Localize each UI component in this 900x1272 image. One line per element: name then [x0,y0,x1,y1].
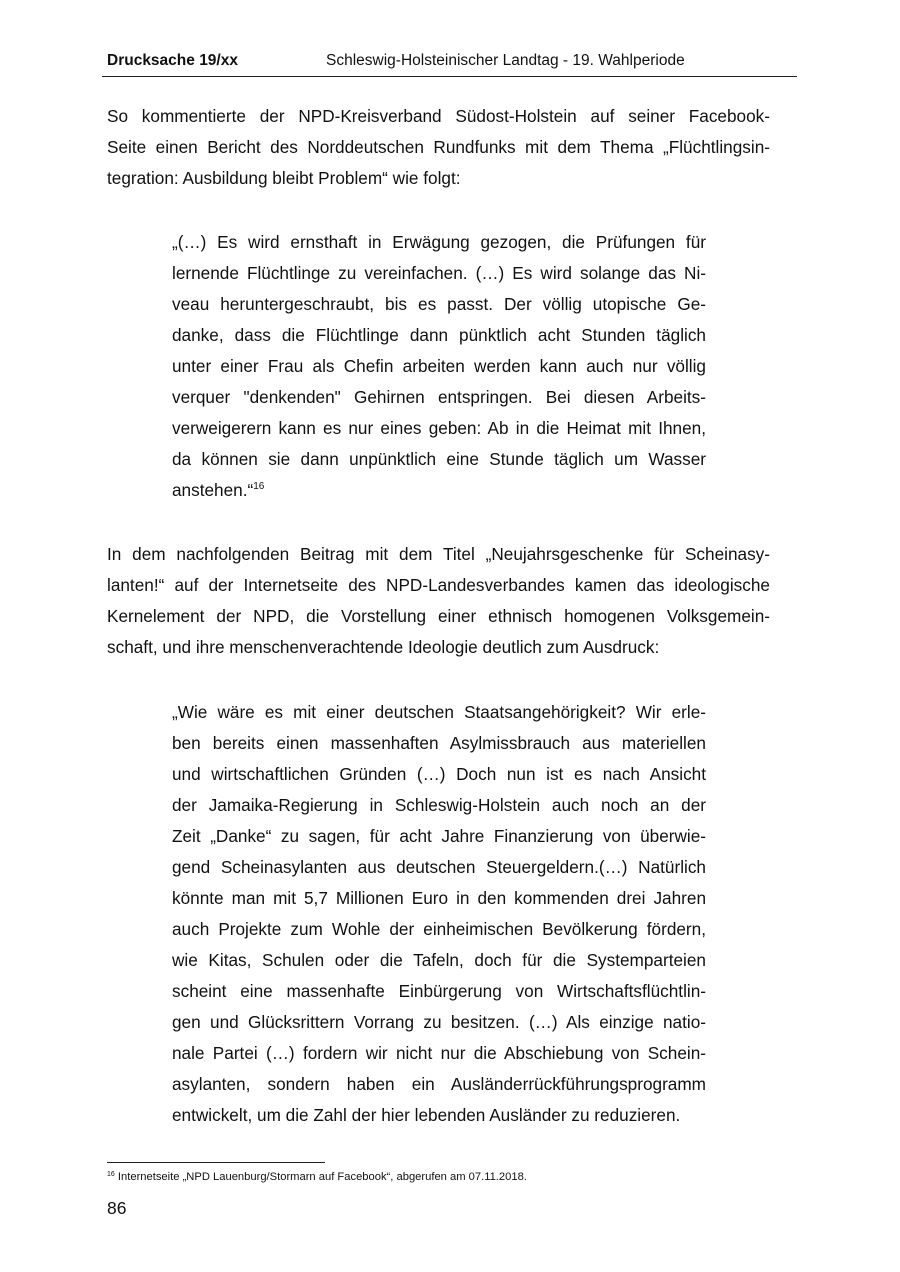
footnote [107,1170,527,1184]
text-line: lanten!“ auf der Internetseite des NPD-Landesverbandes kamen das ideologische [107,575,770,595]
quote-line: entwickelt, um die Zahl der hier lebenden Ausländer zu reduzieren. [172,1105,681,1125]
quote-line: „(…) Es wird ernsthaft in Erwägung gezogen, die Prüfungen für [172,232,706,252]
quote-line: danke, dass die Flüchtlinge dann pünktlich acht Stunden täglich [172,325,706,345]
header-rule [102,76,797,77]
quote-line: unter einer Frau als Chefin arbeiten werden kann auch nur völlig [172,356,706,376]
quote-block-1 [172,227,706,506]
quote-line: der Jamaika-Regierung in Schleswig-Holstein auch noch an der [172,795,706,815]
text-line: In dem nachfolgenden Beitrag mit dem Titel „Neujahrsgeschenke für Scheinasy- [107,544,770,564]
quote-line: nale Partei (…) fordern wir nicht nur die Abschiebung von Schein- [172,1043,706,1063]
quote-line: scheint eine massenhafte Einbürgerung von Wirtschaftsflüchtlin- [172,981,706,1001]
document-number: Drucksache 19/xx [107,52,238,69]
quote-line: lernende Flüchtlinge zu vereinfachen. (…) Es wird solange das Ni- [172,263,706,283]
quote-line-final: anstehen.“$^{16}$ [172,480,265,500]
quote-line: könnte man mit 5,7 Millionen Euro in den kommenden drei Jahren [172,888,706,908]
quote-line: und wirtschaftlichen Gründen (…) Doch nun ist es nach Ansicht [172,764,706,784]
page-number: 86 [107,1198,127,1218]
quote-line: „Wie wäre es mit einer deutschen Staatsangehörigkeit? Wir erle- [172,702,706,722]
text-line: Seite einen Bericht des Norddeutschen Rundfunks mit dem Thema „Flüchtlingsin- [107,137,770,157]
parliament-title: Schleswig-Holsteinischer Landtag - 19. Wahlperiode [326,52,685,69]
footnote-reference[interactable]: 16 [253,481,265,492]
quote-line: da können sie dann unpünktlich eine Stunde täglich um Wasser [172,449,706,469]
text-line: tegration: Ausbildung bleibt Problem“ wie folgt: [107,168,461,188]
page-header [107,52,797,72]
quote-line: asylanten, sondern haben ein Ausländerrückführungsprogramm [172,1074,706,1094]
footnote-separator [107,1162,325,1163]
quote-line: ben bereits einen massenhaften Asylmissbrauch aus materiellen [172,733,706,753]
quote-line: verweigerern kann es nur eines geben: Ab in die Heimat mit Ihnen, [172,418,706,438]
quote-line: gen und Glücksrittern Vorrang zu besitzen. (…) Als einzige natio- [172,1012,706,1032]
quote-line: gend Scheinasylanten aus deutschen Steuergeldern.(…) Natürlich [172,857,706,877]
text-line: Kernelement der NPD, die Vorstellung einer ethnisch homogenen Volksgemein- [107,606,770,626]
quote-block-2 [172,697,706,1131]
quote-line: Zeit „Danke“ zu sagen, für acht Jahre Finanzierung von überwie- [172,826,706,846]
quote-line: auch Projekte zum Wohle der einheimischen Bevölkerung fördern, [172,919,706,939]
text-line: So kommentierte der NPD-Kreisverband Südost-Holstein auf seiner Facebook- [107,106,770,126]
text-line: schaft, und ihre menschenverachtende Ideologie deutlich zum Ausdruck: [107,637,660,657]
quote-line: verquer "denkenden" Gehirnen entspringen. Bei diesen Arbeits- [172,387,706,407]
footnote-number: 16 [107,1171,115,1178]
quote-line: wie Kitas, Schulen oder die Tafeln, doch für die Systemparteien [172,950,706,970]
quote-line: veau heruntergeschraubt, bis es passt. Der völlig utopische Ge- [172,294,706,314]
body-paragraph-2 [107,539,770,663]
body-paragraph-1 [107,101,770,194]
footnote-text: Internetseite „NPD Lauenburg/Stormarn auf Facebook“, abgerufen am 07.11.2018. [114,1171,527,1183]
